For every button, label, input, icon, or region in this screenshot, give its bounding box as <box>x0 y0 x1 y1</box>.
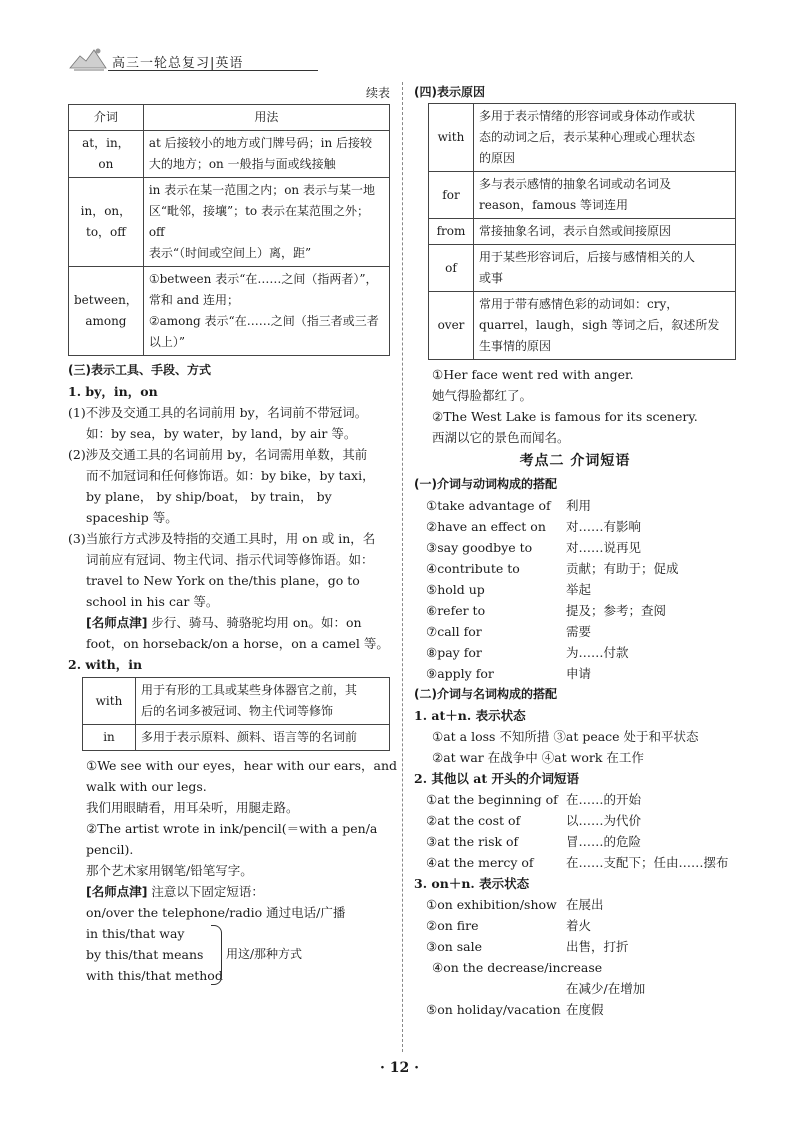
list-item <box>414 495 736 516</box>
example-line: walk with our legs. <box>86 779 207 794</box>
list-item: ②at war 在战争中 ④at work 在工作 <box>432 750 644 765</box>
cause-table <box>428 103 736 360</box>
cell-text: 的原因 <box>479 151 516 165</box>
cell-text: 用于某些形容词后，后接与感情相关的人 <box>479 250 696 264</box>
cell-text: at 后接较小的地方或门牌号码；in 后接较 <box>148 136 372 150</box>
list-item <box>414 936 736 957</box>
tip-text: 注意以下固定短语： <box>151 884 264 899</box>
list-item <box>414 789 736 810</box>
subheading: 3. on＋n. 表示状态 <box>414 876 530 891</box>
meaning: 提及；参考；查阅 <box>566 603 667 618</box>
table-row <box>429 104 736 172</box>
table-row <box>429 172 736 219</box>
cell-text: reason，famous 等词连用 <box>479 198 629 212</box>
cell-text: quarrel，laugh，sigh 等词之后，叙述所发 <box>479 318 720 332</box>
table-row <box>429 219 736 245</box>
cell-key: at，in， <box>82 136 130 150</box>
meaning: 举起 <box>566 582 592 597</box>
phrase: ③say goodbye to <box>426 540 533 555</box>
paragraph-line: 如：by sea，by water，by land，by air 等。 <box>86 426 357 441</box>
example-line: ①We see with our eyes，hear with our ears，and <box>86 758 397 773</box>
cell-text: 用于有形的工具或某些身体器官之前，其 <box>141 683 358 697</box>
example-line: ②The West Lake is famous for its scenery. <box>432 409 698 424</box>
with-in-table <box>82 677 390 751</box>
meaning: 申请 <box>566 666 592 681</box>
cell-text: 以上）” <box>148 335 185 349</box>
subheading: 2. 其他以 at 开头的介词短语 <box>414 771 579 786</box>
example-line: ①Her face went red with anger. <box>432 367 634 382</box>
list-item: ①at a loss 不知所措 ③at peace 处于和平状态 <box>432 729 699 744</box>
list-item <box>414 894 736 915</box>
subheading: 1. at＋n. 表示状态 <box>414 708 526 723</box>
list-item <box>414 537 736 558</box>
right-column <box>414 82 736 1020</box>
section-heading: (四)表示原因 <box>414 85 485 99</box>
meaning: 对……说再见 <box>566 540 642 555</box>
cell-key: between， <box>74 293 138 307</box>
tip-text: 步行、骑马、骑骆驼均用 on。如：on <box>151 615 362 630</box>
meaning: 在度假 <box>566 1002 604 1017</box>
paragraph-line: 词前应有冠词、物主代词、指示代词等修饰语。如： <box>86 552 374 567</box>
list-item <box>414 831 736 852</box>
section-heading: (一)介词与动词构成的搭配 <box>414 477 557 491</box>
phrase: ⑤hold up <box>426 582 485 597</box>
example-translation: 我们用眼睛看，用耳朵听，用腿走路。 <box>86 800 299 815</box>
meaning: 在展出 <box>566 897 604 912</box>
list-item: ④on the decrease/increase <box>432 960 603 975</box>
phrase: ②at the cost of <box>426 813 521 828</box>
tip-text: foot，on horseback/on a horse，on a camel 等。 <box>86 636 389 651</box>
phrase: ⑨apply for <box>426 666 494 681</box>
example-line: pencil). <box>86 842 134 857</box>
cell-text: ①between 表示“在……之间（指两者）”， <box>148 272 378 286</box>
table-row <box>69 178 390 267</box>
cell-text: 或事 <box>479 271 504 285</box>
paragraph-line: 而不加冠词和任何修饰语。如：by bike，by taxi， <box>86 468 375 483</box>
page-number: · 12 · <box>380 1060 419 1076</box>
cell-text: ②among 表示“在……之间（指三者或三者 <box>148 314 379 328</box>
meaning: 贡献；有助于；促成 <box>566 561 679 576</box>
table-header: 用法 <box>143 105 389 131</box>
cell-text: 多与表示感情的抽象名词或动名词及 <box>479 177 672 191</box>
preposition-place-table <box>68 104 390 356</box>
list-item <box>414 558 736 579</box>
brace-bracket <box>211 925 222 985</box>
cell-key: with <box>429 104 474 172</box>
table-row <box>83 678 390 725</box>
mountain-logo-icon <box>68 44 108 72</box>
cell-key: of <box>429 245 474 292</box>
meaning: 为……付款 <box>566 645 629 660</box>
brace-group <box>68 923 390 986</box>
list-item <box>414 663 736 684</box>
meaning: 着火 <box>566 918 592 933</box>
phrase: ②have an effect on <box>426 519 546 534</box>
phrase: ③at the risk of <box>426 834 519 849</box>
example-translation: 那个艺术家用钢笔/铅笔写字。 <box>86 863 253 878</box>
phrase: ②on fire <box>426 918 479 933</box>
cell-key: to，off <box>86 225 126 239</box>
meaning: 在……的开始 <box>566 792 642 807</box>
cell-key: in，on， <box>80 204 132 218</box>
brace-item: in this/that way <box>86 926 185 941</box>
brace-item: by this/that means <box>86 947 204 962</box>
cell-key: for <box>429 172 474 219</box>
table-row <box>83 725 390 751</box>
cell-text: 常用于带有感情色彩的动词如：cry， <box>479 297 679 311</box>
meaning: 对……有影响 <box>566 519 642 534</box>
example-translation: 西湖以它的景色而闻名。 <box>432 430 570 445</box>
cell-key: on <box>98 157 114 171</box>
phrase: ⑥refer to <box>426 603 486 618</box>
phrase: ⑧pay for <box>426 645 482 660</box>
brace-item: with this/that method <box>86 968 223 983</box>
cell-key: in <box>83 725 136 751</box>
header-rule <box>108 70 318 71</box>
continued-label: 续表 <box>365 86 390 100</box>
cell-text: 多用于表示情绪的形容词或身体动作或状 <box>479 109 696 123</box>
example-line: ②The artist wrote in ink/pencil(＝with a pen/a <box>86 821 378 836</box>
tip-phrase: on/over the telephone/radio 通过电话/广播 <box>86 905 346 920</box>
meaning: 以……为代价 <box>566 813 642 828</box>
list-item <box>414 642 736 663</box>
section-heading: (二)介词与名词构成的搭配 <box>414 687 557 701</box>
meaning: 在减少/在增加 <box>566 981 646 996</box>
section-heading: (三)表示工具、手段、方式 <box>68 363 211 377</box>
list-item <box>414 810 736 831</box>
table-header: 介词 <box>69 105 144 131</box>
subheading: 2. with，in <box>68 657 143 672</box>
phrase: ④at the mercy of <box>426 855 534 870</box>
paragraph-line: (3)当旅行方式涉及特指的交通工具时，用 on 或 in，名 <box>68 531 376 546</box>
list-item <box>414 999 736 1020</box>
column-divider <box>402 82 403 1052</box>
phrase: ①at the beginning of <box>426 792 558 807</box>
cell-text: 区“毗邻，接壤”；to 表示在某范围之外；off <box>148 204 369 239</box>
phrase: ①on exhibition/show <box>426 897 557 912</box>
list-item <box>414 516 736 537</box>
meaning: 出售，打折 <box>566 939 629 954</box>
page-header <box>68 44 258 74</box>
list-item <box>414 915 736 936</box>
list-item <box>414 600 736 621</box>
phrase: ③on sale <box>426 939 483 954</box>
meaning: 冒……的危险 <box>566 834 642 849</box>
cell-key: over <box>429 292 474 360</box>
cell-key: with <box>83 678 136 725</box>
meaning: 在……支配下；任由……摆布 <box>566 855 729 870</box>
left-column <box>68 82 397 986</box>
cell-text: 大的地方；on 一般指与面或线接触 <box>148 157 336 171</box>
cell-key: among <box>85 314 127 328</box>
table-row <box>429 245 736 292</box>
paragraph-line: spaceship 等。 <box>86 510 178 525</box>
tip-tag: [名师点津] <box>86 615 148 630</box>
meaning: 需要 <box>566 624 592 639</box>
cell-key: from <box>429 219 474 245</box>
list-item <box>414 978 736 999</box>
brace-label: 用这/那种方式 <box>226 947 303 961</box>
paragraph-line: (2)涉及交通工具的名词前用 by，名词需用单数，其前 <box>68 447 368 462</box>
phrase: ⑦call for <box>426 624 482 639</box>
cell-text: in 表示在某一范围之内；on 表示与某一地 <box>148 183 375 197</box>
header-title: 高三一轮总复习|英语 <box>112 56 244 71</box>
list-item <box>414 579 736 600</box>
table-row <box>429 292 736 360</box>
list-item <box>414 852 736 873</box>
paragraph-line: by plane， by ship/boat， by train， by <box>86 489 332 504</box>
paragraph-line: school in his car 等。 <box>86 594 219 609</box>
cell-text: 生事情的原因 <box>479 339 552 353</box>
cell-text: 态的动词之后，表示某种心理或心理状态 <box>479 130 696 144</box>
meaning: 利用 <box>566 498 592 513</box>
cell-text: 多用于表示原料、颜料、语言等的名词前 <box>136 725 390 751</box>
phrase: ⑤on holiday/vacation <box>426 1002 561 1017</box>
list-item <box>414 621 736 642</box>
cell-text: 常接抽象名词，表示自然或间接原因 <box>474 219 736 245</box>
table-row <box>69 131 390 178</box>
phrase: ④contribute to <box>426 561 520 576</box>
paragraph-line: travel to New York on the/this plane，go to <box>86 573 360 588</box>
tip-tag: [名师点津] <box>86 884 148 899</box>
cell-text: 表示“（时间或空间上）离，距” <box>148 246 312 260</box>
cell-text: 后的名词多被冠词、物主代词等修饰 <box>141 704 334 718</box>
cell-text: 常和 and 连用； <box>148 293 240 307</box>
subheading: 1. by，in，on <box>68 384 158 399</box>
topic-title: 考点二 介词短语 <box>519 453 631 469</box>
paragraph-line: (1)不涉及交通工具的名词前用 by，名词前不带冠词。 <box>68 405 368 420</box>
phrase: ①take advantage of <box>426 498 551 513</box>
table-row <box>69 267 390 356</box>
example-translation: 她气得脸都红了。 <box>432 388 533 403</box>
